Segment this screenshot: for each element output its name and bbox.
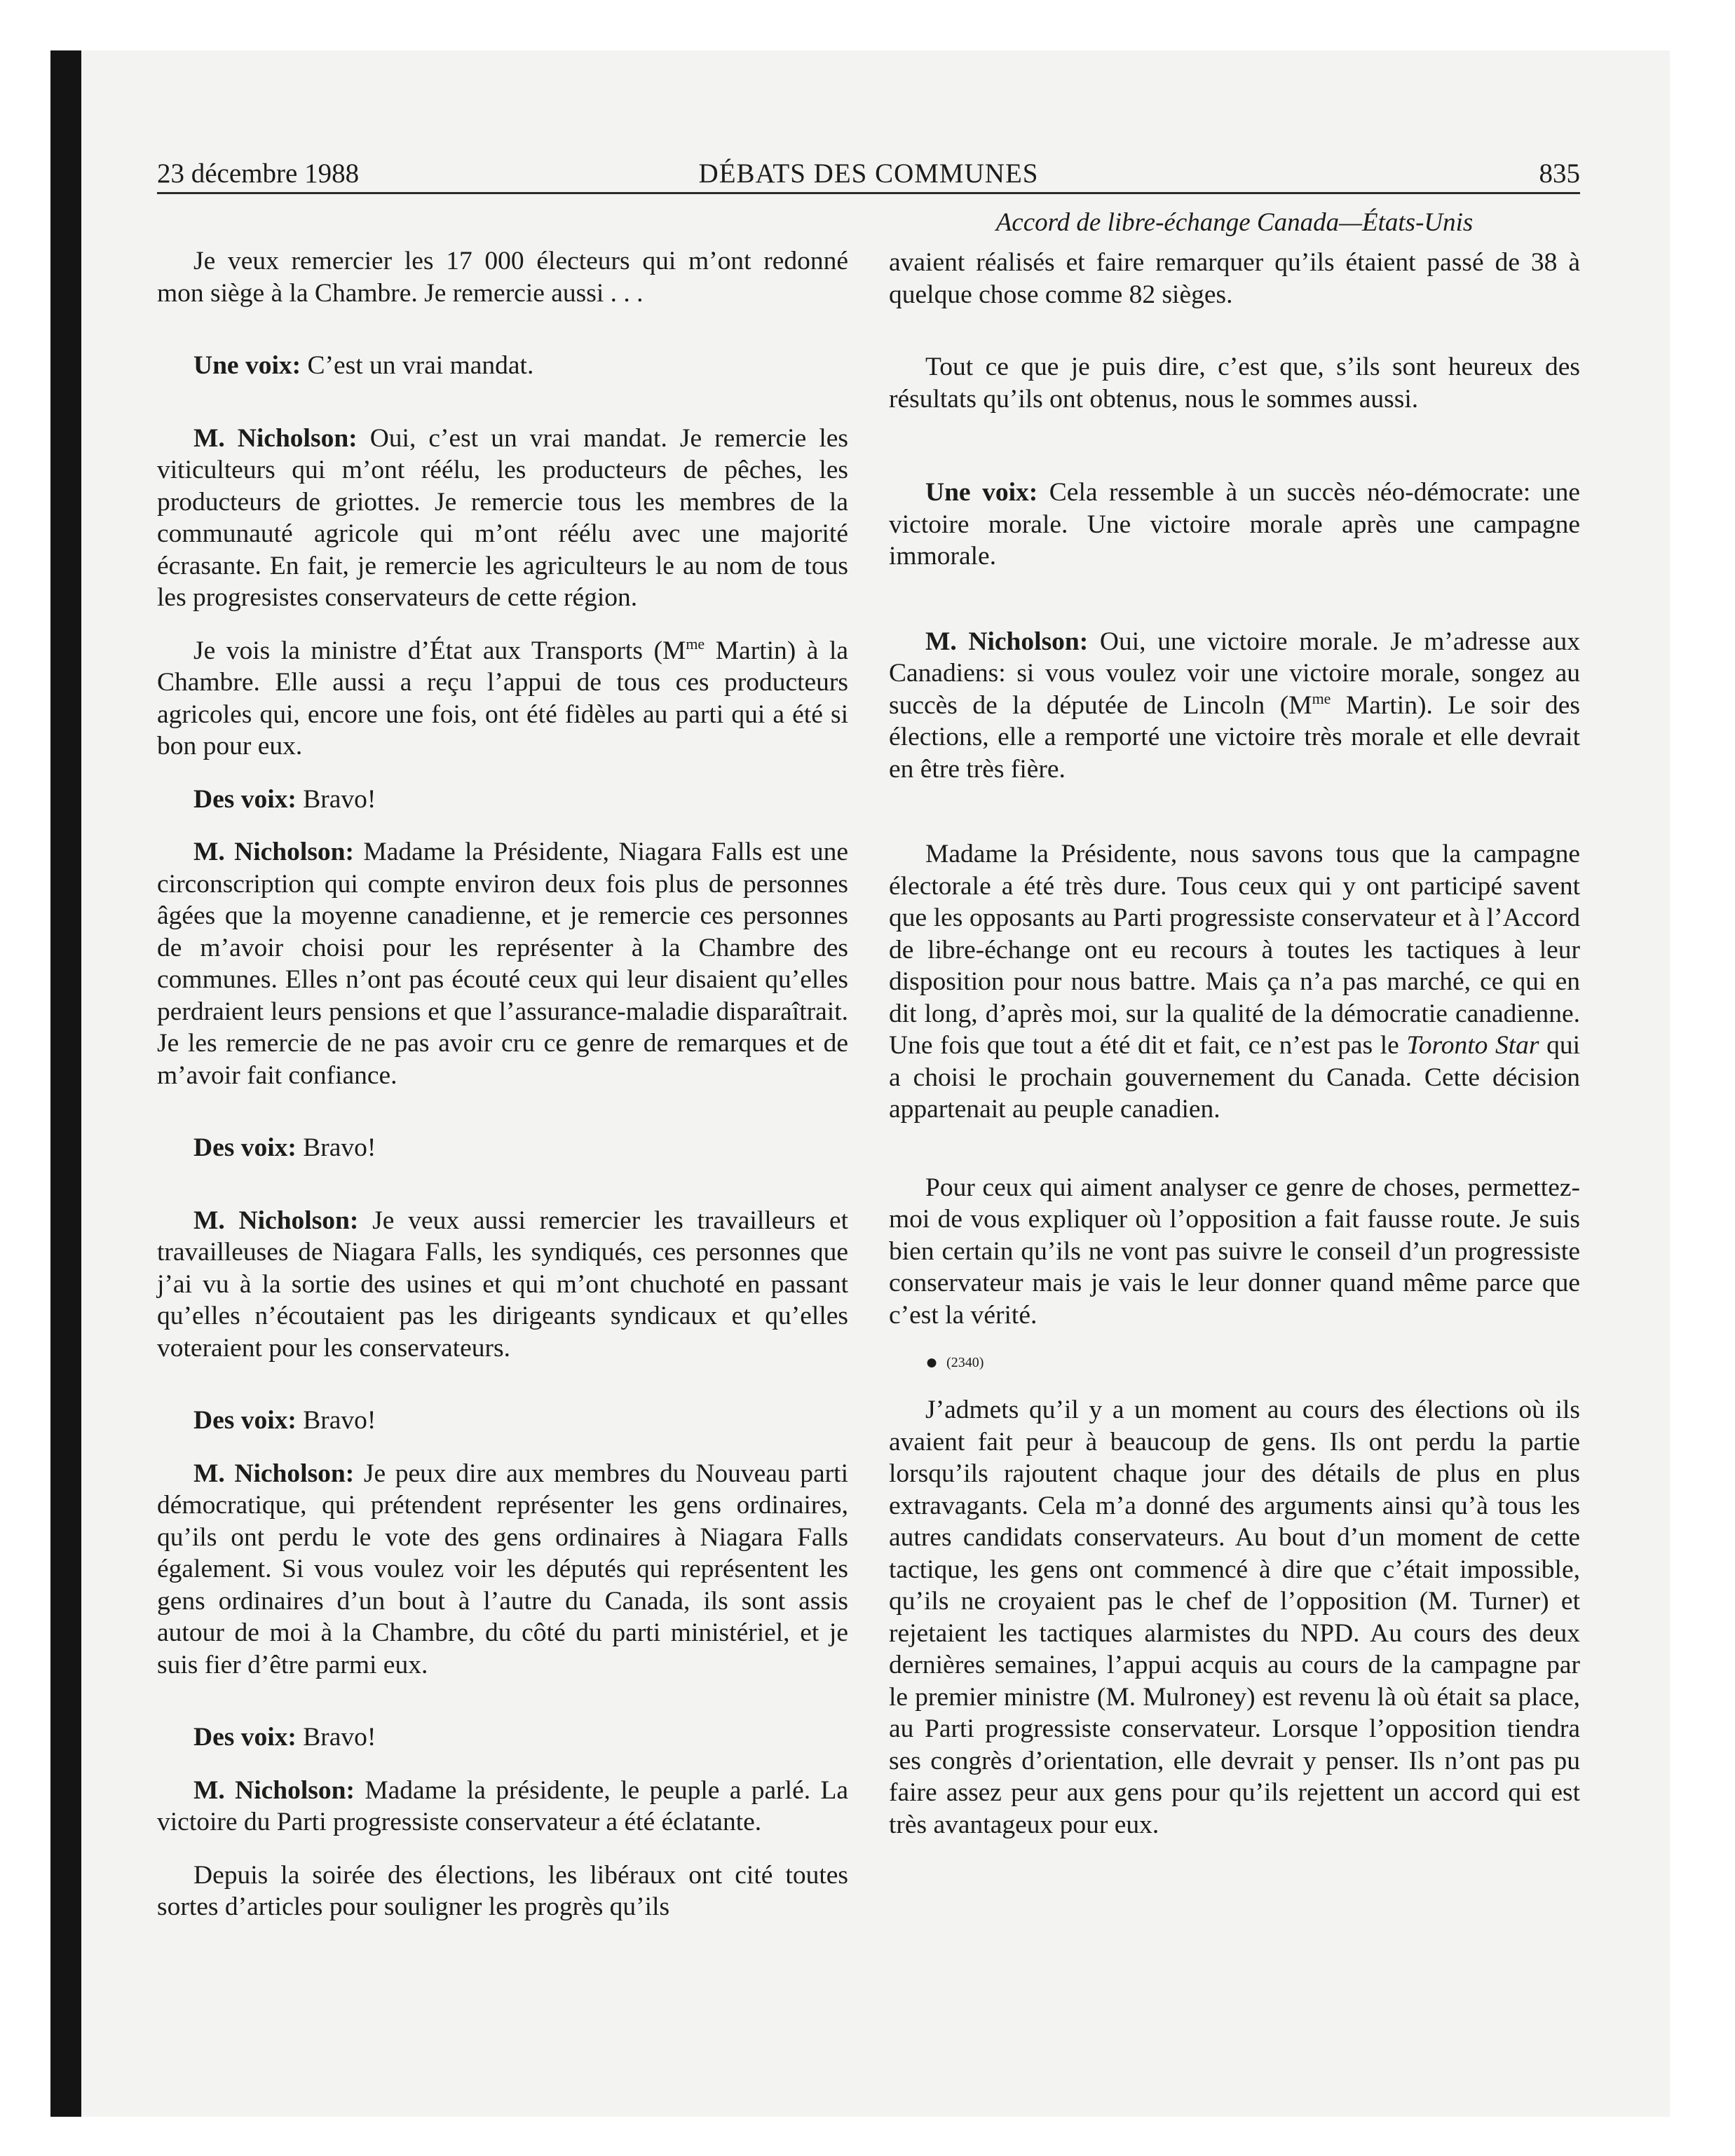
bullet-icon: ● bbox=[925, 1351, 939, 1374]
time-marker bbox=[889, 1352, 1580, 1373]
paragraph: J’admets qu’il y a un moment au cours des élections où ils avaient fait peur à beaucoup de gens. Ils ont perdu la partie lorsqu’ils rajoutent chaque jour des détails de plus en plus extravagants. Cela m’a donné des arguments ainsi qu’à tous les autres candidats conservateurs. Au bout d’un moment de cette tactique, les gens ont commencé à dire que c’était impossible, qu’ils ne croyaient pas le chef de l’opposition (M. Turner) et rejetaient les tactiques alarmistes du NPD. Au cours des deux dernières semaines, l’appui acquis au cours de la campagne par le premier ministre (M. Mulroney) est revenu là où était sa place, au Parti progressiste conservateur. Lorsque l’opposition tiendra ses congrès d’orientation, elle devrait y penser. Ils n’ont pas pu faire assez peur aux gens pour qu’ils rejettent un accord qui est très avantageux pour eux. bbox=[889, 1396, 1580, 1839]
running-header bbox=[157, 156, 1580, 194]
speech-text: Bravo! bbox=[296, 1723, 376, 1752]
paragraph bbox=[157, 836, 848, 1091]
page-number: 835 bbox=[1539, 158, 1580, 189]
paragraph bbox=[157, 1458, 848, 1681]
header-date: 23 décembre 1988 bbox=[157, 158, 360, 189]
speech-text: Je peux dire aux membres du Nouveau parti démocratique, qui prétendent représenter les gens ordinaires, qu’ils ont perdu le vote des gens ordinaires à Niagara Falls également. Si vous voulez voir les députés qui représentent les gens ordinaires d’un bout à l’autre du Canada, ils sont assis autour de moi à la Chambre, du côté du parti ministériel, et je suis fier d’être parmi eux. bbox=[157, 1459, 849, 1679]
paragraph bbox=[157, 784, 848, 816]
speaker-name: M. Nicholson: bbox=[925, 627, 1089, 656]
speaker-name: M. Nicholson: bbox=[193, 1459, 355, 1488]
paragraph bbox=[157, 635, 848, 763]
speaker-name: Une voix: bbox=[193, 351, 301, 380]
speaker-name: Des voix: bbox=[193, 1723, 297, 1752]
subject-heading: Accord de libre-échange Canada—États-Unis bbox=[995, 208, 1474, 237]
scan-border bbox=[50, 50, 81, 2117]
speech-text: Je veux aussi remercier les travailleurs et travailleuses de Niagara Falls, les syndiqués, ces personnes que j’ai vu à la sortie des usines et qui m’ont chuchoté en passant qu’elles n’écoutaient pas les dirigeants syndicaux et qu’elles voteraient pour les conservateurs. bbox=[157, 1206, 849, 1363]
speaker-name: M. Nicholson: bbox=[193, 1775, 355, 1805]
paragraph: Pour ceux qui aiment analyser ce genre de choses, permettez-moi de vous expliquer où l’opposition a fait fausse route. Je suis bien certain qu’ils ne vont pas suivre le conseil d’un progressiste conservateur mais je vais le leur donner quand même parce que c’est la vérité. bbox=[889, 1173, 1580, 1330]
speech-text: Cela ressemble à un succès néo-démocrate: une victoire morale. Une victoire morale après une campagne immorale. bbox=[889, 478, 1580, 571]
speaker-name: Des voix: bbox=[193, 784, 297, 814]
speech-text: C’est un vrai mandat. bbox=[301, 351, 534, 380]
speaker-name: M. Nicholson: bbox=[193, 423, 358, 453]
speech-text: Madame la présidente, le peuple a parlé. La victoire du Parti progressiste conservateur a été éclatante. bbox=[157, 1775, 848, 1836]
speech-text: Bravo! bbox=[296, 1133, 376, 1162]
superscript: me bbox=[686, 634, 705, 653]
paragraph bbox=[889, 626, 1580, 786]
left-column bbox=[157, 245, 848, 1944]
paragraph bbox=[889, 838, 1580, 1126]
speech-text: Madame la Présidente, nous savons tous que la campagne électorale a été très dure. Tous ceux qui y ont participé savent que les opposants au Parti progressiste conservateur et à l’Accord de libre-échange ont eu recours à toutes les tactiques à leur disposition pour nous battre. Mais ça n’a pas marché, ce qui en dit long, d’après moi, sur la qualité de la démocratie canadienne. Une fois que tout a été dit et fait, ce n’est pas le bbox=[889, 840, 1580, 1060]
speech-text: Je vois la ministre d’État aux Transports (M bbox=[193, 636, 686, 665]
speech-text: Oui, c’est un vrai mandat. Je remercie les viticulteurs qui m’ont réélu, les producteurs de pêches, les producteurs de griottes. Je remercie tous les membres de la communauté agricole qui m’ont réélu avec une majorité écrasante. En fait, je remercie les agriculteurs le au nom de tous les progresistes conservateurs de cette région. bbox=[157, 423, 849, 612]
paragraph bbox=[157, 1775, 848, 1838]
timestamp: (2340) bbox=[946, 1355, 984, 1370]
speaker-name: Des voix: bbox=[193, 1406, 297, 1435]
paragraph bbox=[157, 1132, 848, 1164]
paragraph bbox=[889, 477, 1580, 573]
speaker-name: Une voix: bbox=[925, 478, 1038, 507]
paragraph bbox=[157, 1405, 848, 1437]
speech-text: Martin) à la Chambre. Elle aussi a reçu l’appui de tous ces producteurs agricoles qui, encore une fois, ont été fidèles au parti qui a été si bon pour eux. bbox=[157, 636, 849, 760]
speech-text: Madame la Présidente, Niagara Falls est une circonscription qui compte environ deux fois plus de personnes âgées que la moyenne canadienne, et je remercie ces personnes de m’avoir choisi pour les représenter à la Chambre des communes. Elles n’ont pas écouté ceux qui leur disaient qu’elles perdraient leurs pensions et que l’assurance-maladie disparaîtrait. Je les remercie de ne pas avoir cru ce genre de remarques et de m’avoir fait confiance. bbox=[157, 838, 848, 1090]
paragraph bbox=[157, 1721, 848, 1754]
speech-text: Martin). Le soir des élections, elle a remporté une victoire très morale et elle devrait en être très fière. bbox=[889, 690, 1581, 784]
paragraph bbox=[157, 350, 848, 382]
speaker-name: M. Nicholson: bbox=[193, 1206, 359, 1235]
speech-text: qui a choisi le prochain gouvernement du Canada. Cette décision appartenait au peuple canadien. bbox=[889, 1031, 1581, 1124]
paragraph: Depuis la soirée des élections, les libéraux ont cité toutes sortes d’articles pour souligner les progrès qu’ils bbox=[157, 1860, 848, 1921]
speech-text: Oui, une victoire morale. Je m’adresse aux Canadiens: si vous voulez voir une victoire morale, songez au succès de la députée de Lincoln (M bbox=[889, 627, 1581, 720]
publication-name: Toronto Star bbox=[1406, 1031, 1539, 1060]
paragraph: avaient réalisés et faire remarquer qu’ils étaient passé de 38 à quelque chose comme 82 sièges. bbox=[889, 248, 1580, 309]
speech-text: Bravo! bbox=[296, 1406, 376, 1435]
header-title: DÉBATS DES COMMUNES bbox=[698, 158, 1039, 189]
paragraph: Je veux remercier les 17 000 électeurs qui m’ont redonné mon siège à la Chambre. Je remercie aussi . . . bbox=[157, 247, 848, 308]
speaker-name: Des voix: bbox=[193, 1133, 297, 1162]
speech-text: Bravo! bbox=[296, 784, 376, 814]
speaker-name: M. Nicholson: bbox=[193, 838, 355, 866]
paragraph bbox=[157, 423, 848, 614]
right-column bbox=[889, 247, 1580, 1862]
superscript: me bbox=[1312, 689, 1331, 707]
paragraph: Tout ce que je puis dire, c’est que, s’ils sont heureux des résultats qu’ils ont obtenus, nous le sommes aussi. bbox=[889, 353, 1580, 414]
paragraph bbox=[157, 1205, 848, 1365]
